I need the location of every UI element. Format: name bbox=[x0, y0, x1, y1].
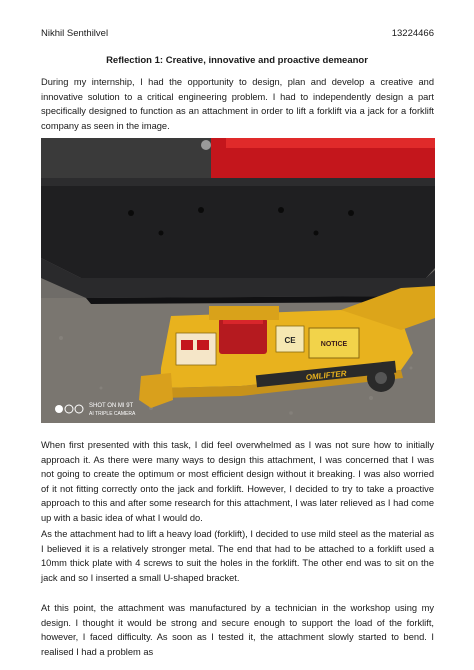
author-name: Nikhil Senthilvel bbox=[41, 28, 109, 39]
page-title: Reflection 1: Creative, innovative and proactive demeanor bbox=[106, 55, 368, 66]
notice-label: NOTICE bbox=[320, 341, 348, 348]
jack-brand: OMLIFTER bbox=[305, 368, 347, 383]
watermark-line2: AI TRIPLE CAMERA bbox=[89, 411, 136, 417]
paragraph-material: As the attachment had to lift a heavy load (forklift), I decided to use mild steel as the material as I believed it is a relatively stronger metal. The end that had to be attached to a forklift used a 10mm thick plate with 4 screws to suit the holes in the forklift. The other end was to sit on the jack and so I inserted a small U-shaped bracket. bbox=[41, 529, 434, 583]
student-id: 13224466 bbox=[391, 28, 434, 39]
paragraph-approach: When first presented with this task, I did feel overwhelmed as I was not sure how to initially approach it. As there were many ways to design this attachment, I was concerned that I was not going to create the optimum or most efficient design without it breaking. I was also worried of it not fitting correctly onto the jack and forklift. However, I decided to try to take a proactive approach to this and after some research for this attachment, I was later relieved as I had come up with a basic idea of what I would do. bbox=[41, 440, 434, 523]
paragraph-testing: At this point, the attachment was manufactured by a technician in the workshop using my design. I thought it would be strong and secure enough to support the load of the forklift, however, I faced difficulty. As soon as I tested it, the attachment slowly started to bend. I realised I had a problem as bbox=[41, 603, 434, 657]
watermark-line1: SHOT ON MI 9T bbox=[89, 403, 134, 409]
paragraph-intro: During my internship, I had the opportunity to design, plan and develop a creative and innovative solution to a critical engineering problem. I had to independently design a part specifically designed to function as an attachment in order to lift a forklift via a jack for a forklift company as seen in the image. bbox=[41, 77, 434, 131]
ce-mark: CE bbox=[284, 336, 296, 345]
forklift-jack-photo bbox=[41, 138, 435, 423]
